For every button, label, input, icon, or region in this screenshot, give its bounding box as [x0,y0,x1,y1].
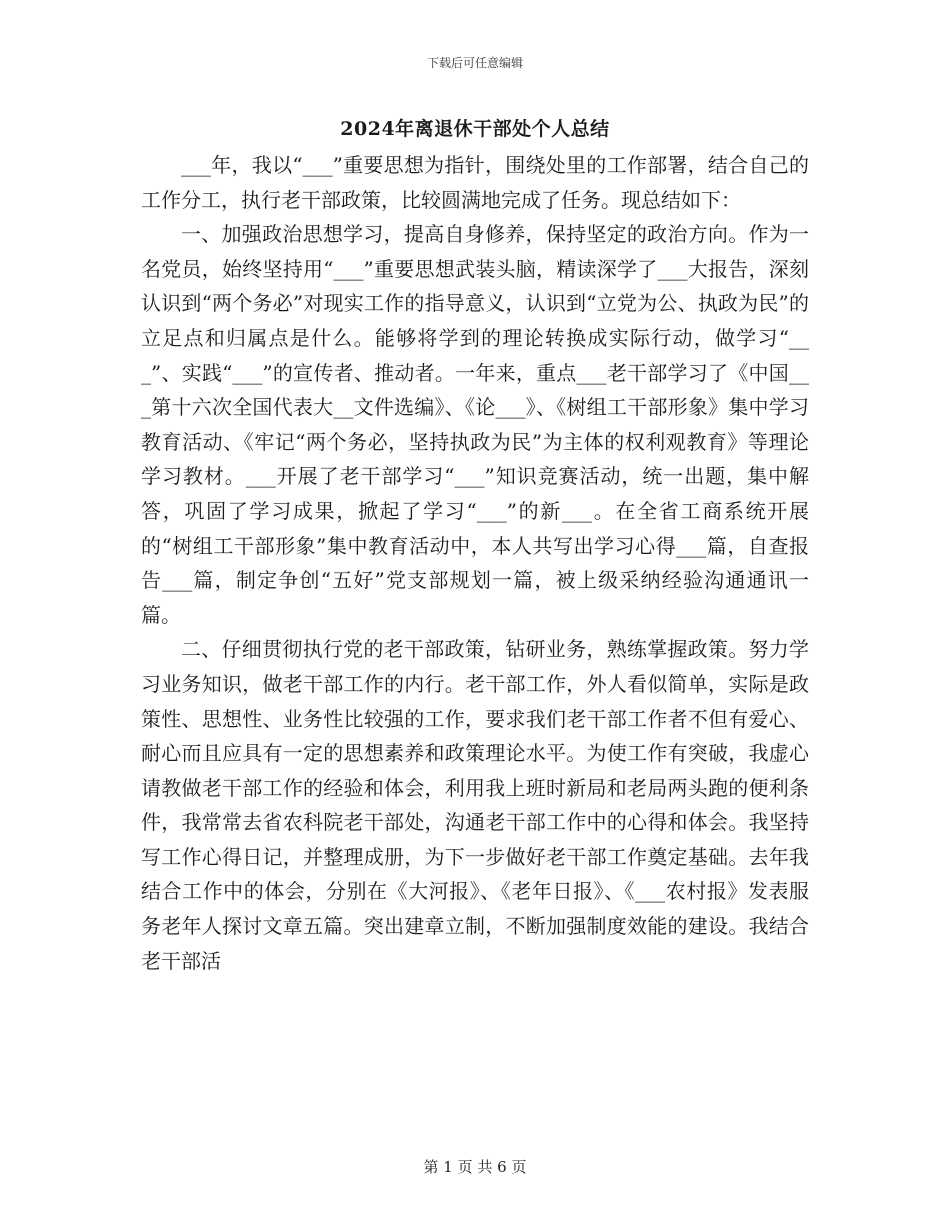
header-note: 下载后可任意编辑 [426,56,523,70]
paragraph-intro: ___年，我以“___”重要思想为指针，围绕处里的工作部署，结合自己的工作分工，执行老干部政策，比较圆满地完成了任务。现总结如下： [141,153,809,212]
paragraph-section-two: 二、仔细贯彻执行党的老干部政策，钻研业务，熟练掌握政策。努力学习业务知识，做老干部工作的内行。老干部工作，外人看似简单，实际是政策性、思想性、业务性比较强的工作，要求我们老干部工作者不但有爱心、耐心而且应具有一定的思想素养和政策理论水平。为使工作有突破，我虚心请教做老干部工作的经验和体会，利用我上班时新局和老局两头跑的便利条件，我常常去省农科院老干部处，沟通老干部工作中的心得和体会。我坚持写工作心得日记，并整理成册，为下一步做好老干部工作奠定基础。去年我结合工作中的体会，分别在《大河报》、《老年日报》、《___农村报》发表服务老年人探讨文章五篇。突出建章立制，不断加强制度效能的建设。我结合老干部活 [141,637,809,973]
document-title: 2024年离退休干部处个人总结 [340,118,610,140]
paragraph-section-one: 一、加强政治思想学习，提高自身修养，保持坚定的政治方向。作为一名党员，始终坚持用“___”重要思想武装头脑，精读深学了___大报告，深刻认识到“两个务必”对现实工作的指导意义，认识到“立党为公、执政为民”的立足点和归属点是什么。能够将学到的理论转换成实际行动，做学习“___”、实践“___”的宣传者、推动者。一年来，重点___老干部学习了《中国___第十六次全国代表大__文件选编》、《论___》、《树组工干部形象》集中学习教育活动、《牢记“两个务必，坚持执政为民”为主体的权利观教育》等理论学习教材。___开展了老干部学习“___”知识竞赛活动，统一出题，集中解答，巩固了学习成果，掀起了学习“___”的新___。在全省工商系统开展的“树组工干部形象”集中教育活动中，本人共写出学习心得___篇，自查报告___篇，制定争创“五好”党支部规划一篇，被上级采纳经验沟通通讯一篇。 [141,222,809,627]
page-number-footer: 第 1 页 共 6 页 [423,1158,527,1176]
document-body [141,148,809,978]
